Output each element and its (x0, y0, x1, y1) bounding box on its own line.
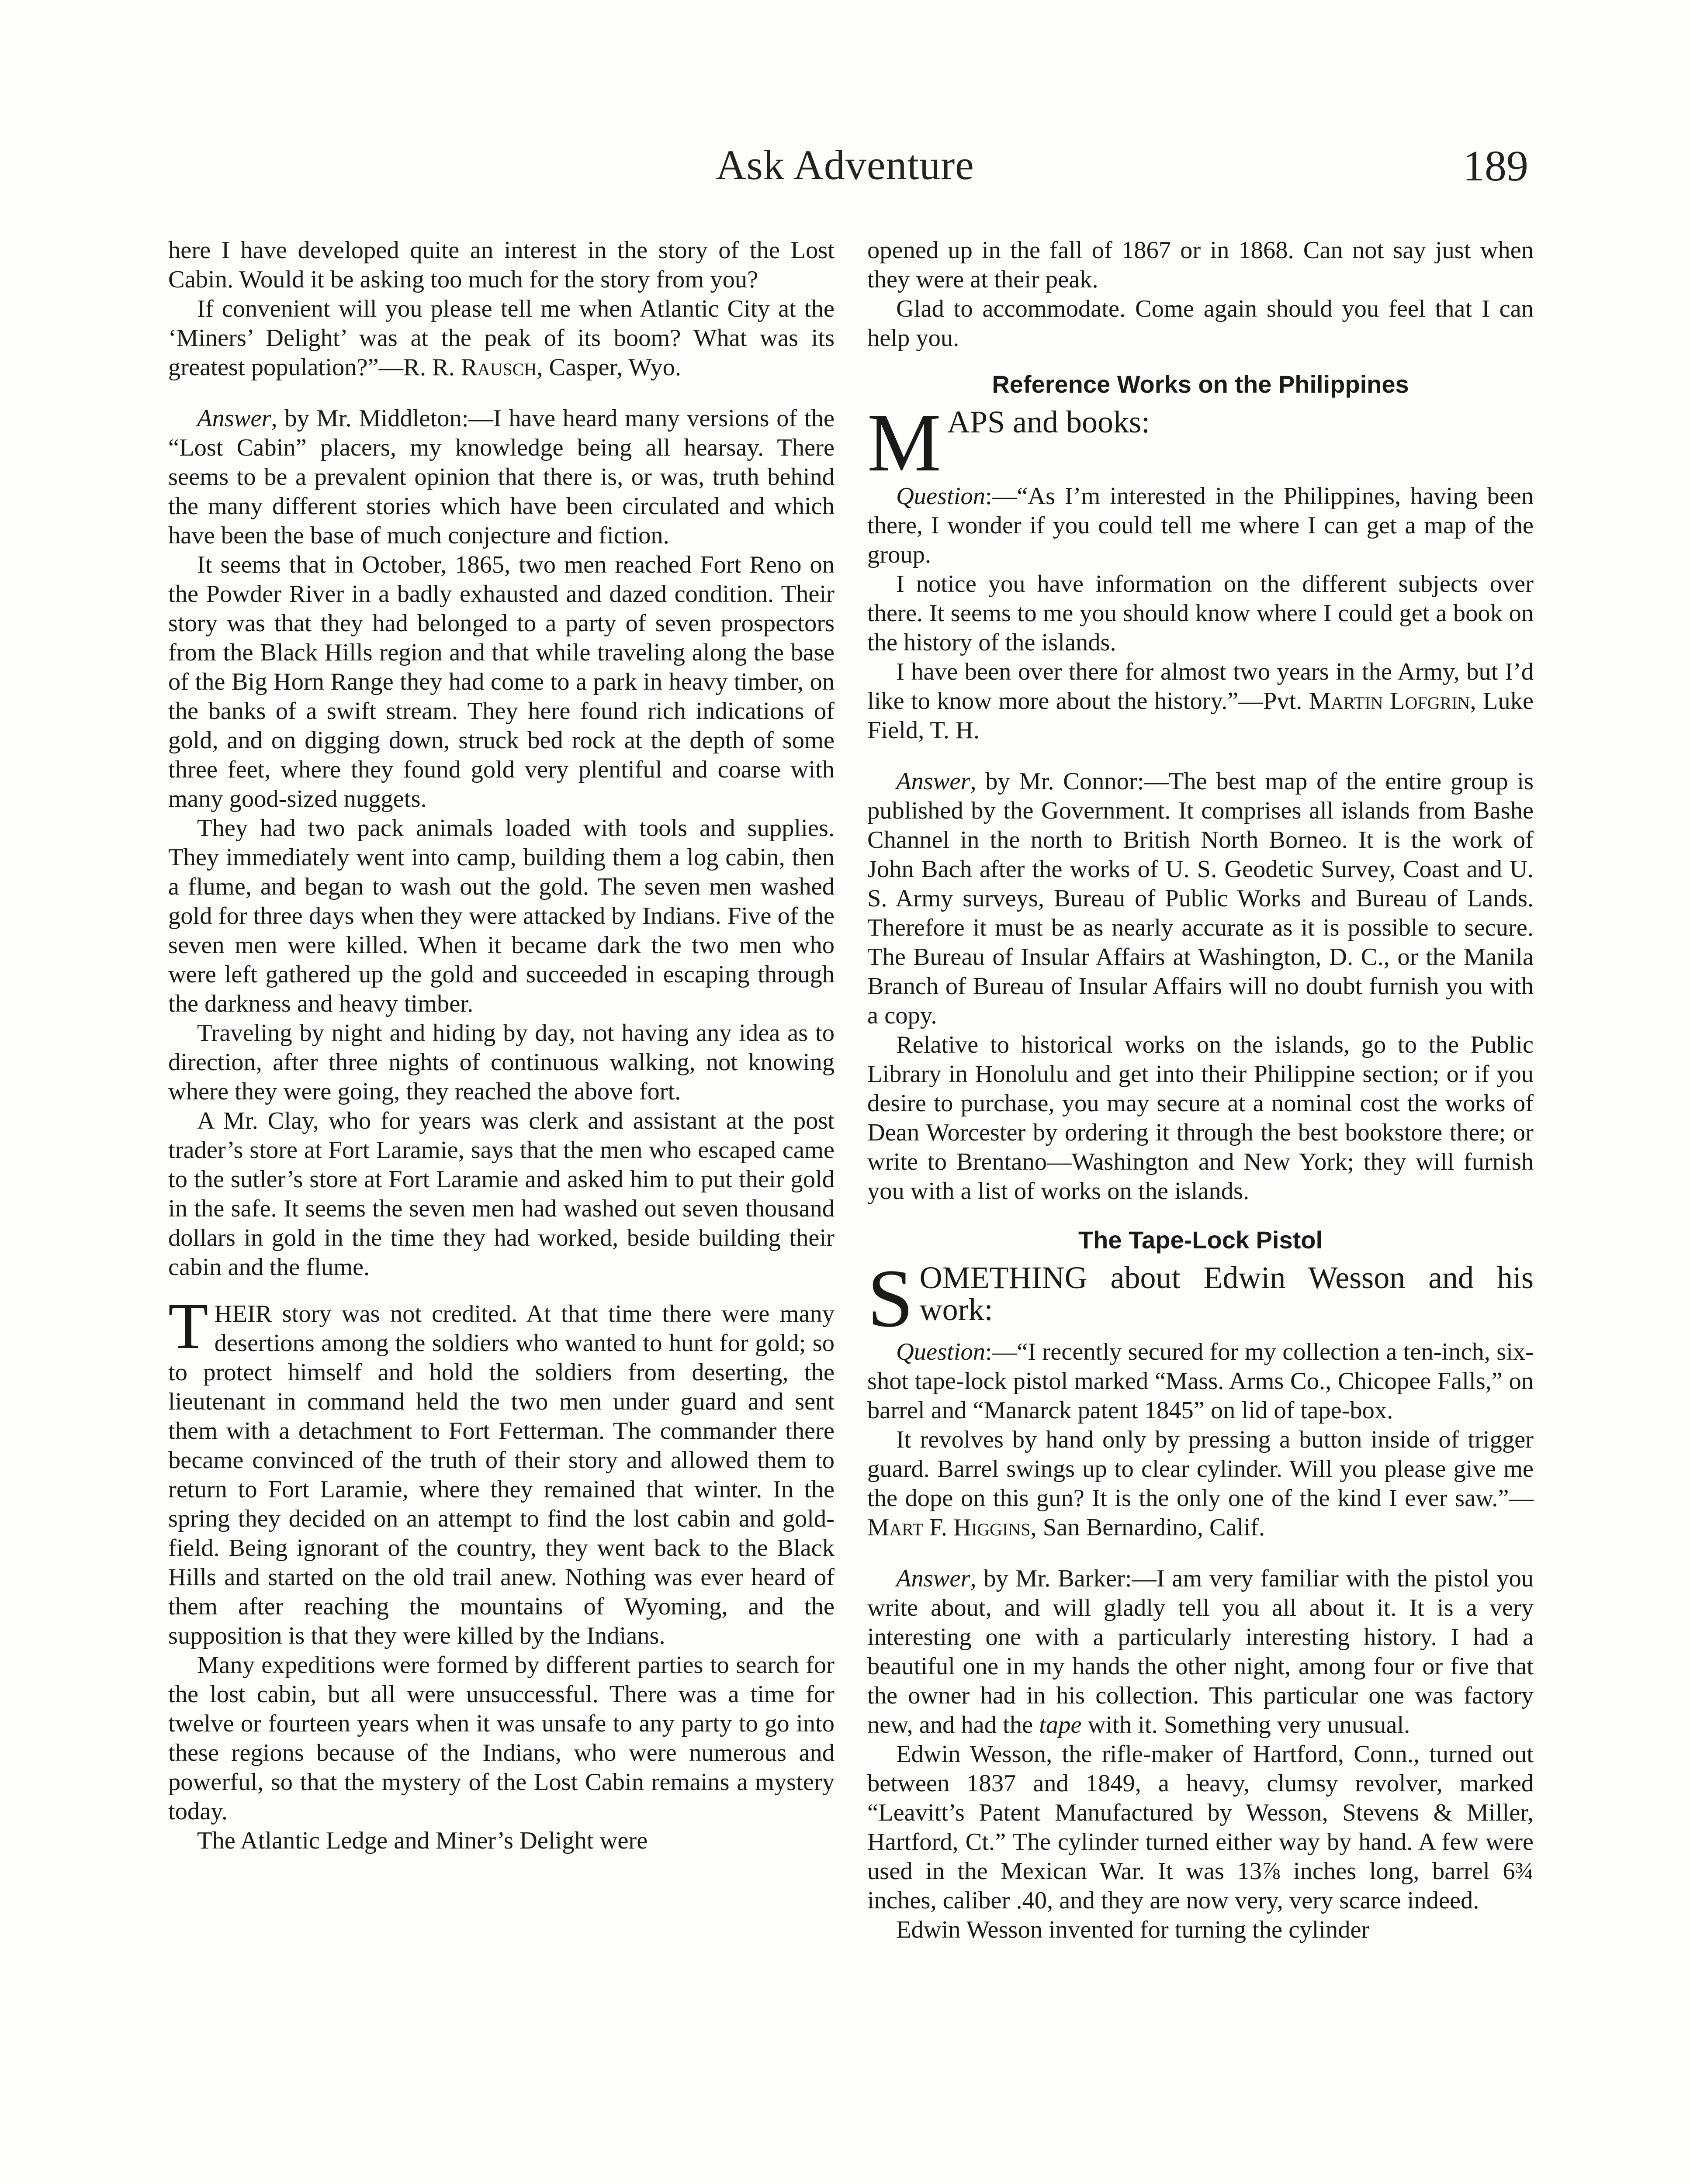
paragraph: They had two pack animals loaded with tools and supplies. They immediately went into camp, building them a log cabin, then a flume, and began to wash out the gold. The seven men washed gold for three days when they were attacked by Indians. Five of the seven men were killed. When it became dark the two men who were left gathered up the gold and succeeded in escaping through the darkness and heavy timber. (168, 815, 835, 1017)
question-paragraph (867, 1337, 1534, 1425)
answer-paragraph (867, 767, 1534, 1030)
answer-label: Answer (896, 1565, 970, 1592)
paragraph: Edwin Wesson invented for turning the cylinder (896, 1916, 1370, 1943)
correspondent-name: R. R. Rausch (403, 354, 537, 381)
running-title: Ask Adventure (716, 142, 974, 188)
section-heading: The Tape-Lock Pistol (1078, 1226, 1323, 1254)
lead-in: HEIR (214, 1300, 272, 1327)
question-label: Question (896, 483, 986, 510)
emphasis-word: tape (1039, 1711, 1082, 1738)
drop-cap: M (867, 397, 941, 489)
right-column (867, 236, 1534, 1945)
paragraph: opened up in the fall of 1867 or in 1868. Can not say just when they were at their peak. (867, 237, 1534, 293)
answer-text: , by Mr. Middleton:—I have heard many versions of the “Lost Cabin” placers, my knowledge being all hearsay. There seems to be a prevalent opinion that there is, or was, truth behind the many different stories which have been circulated and which have been the base of much conjecture and fiction. (168, 405, 835, 549)
left-column (168, 236, 835, 1856)
question-text: :—“I recently secured for my collection a ten-inch, six-shot tape-lock pistol marked “Mass. Arms Co., Chicopee Falls,” on barrel and “Manarck patent 1845” on lid of tape-box. (867, 1338, 1534, 1424)
paragraph (867, 657, 1534, 745)
paragraph: Edwin Wesson, the rifle-maker of Hartford, Conn., turned out between 1837 and 1849, a heavy, clumsy revolver, marked “Leavitt’s Patent Manufactured by Wesson, Stevens & Miller, Hartford, Ct.” The cylinder turned either way by hand. A few were used in the Mexican War. It was 13⅞ inches long, barrel 6¾ inches, caliber .40, and they are now very, very scarce indeed. (867, 1741, 1534, 1914)
paragraph-text: If convenient will you please tell me when Atlantic City at the ‘Miners’ Delight’ was at the peak of its boom? What was its greatest population?”— (168, 295, 835, 381)
paragraph: Many expeditions were formed by different parties to search for the lost cabin, but all were unsuccessful. There was a time for twelve or fourteen years when it was unsafe to any party to go into these regions because of the Indians, who were numerous and powerful, so that the mystery of the Lost Cabin remains a mystery today. (168, 1652, 835, 1825)
answer-paragraph (867, 1564, 1534, 1740)
paragraph: The Atlantic Ledge and Miner’s Delight were (197, 1827, 648, 1854)
paragraph-text: I have been over there for almost two years in the Army, but I’d like to know more about the history.”—Pvt. (867, 658, 1534, 715)
section-lead (867, 397, 1534, 489)
correspondent-location: , Luke Field, T. H. (867, 688, 1534, 744)
correspondent-name: Mart F. Higgins (867, 1514, 1031, 1541)
section-lead (867, 1253, 1534, 1344)
paragraph (168, 294, 835, 382)
paragraph: A Mr. Clay, who for years was clerk and assistant at the post trader’s store at Fort Laramie, says that the men who escaped came to the sutler’s store at Fort Laramie and asked him to put their gold in the safe. It seems the seven men had washed out seven thousand dollars in gold in the time they had worked, beside building their cabin and the flume. (168, 1107, 835, 1281)
lead-in: APS and books: (947, 404, 1150, 439)
paragraph: here I have developed quite an interest in the story of the Lost Cabin. Would it be asking too much for the story from you? (168, 237, 835, 293)
correspondent-location: , Casper, Wyo. (537, 354, 681, 381)
answer-text: , by Mr. Connor:—The best map of the entire group is published by the Government. It comprises all islands from Bashe Channel in the north to British North Borneo. It is the work of John Bach after the works of U. S. Geodetic Survey, Coast and U. S. Army surveys, Bureau of Public Works and Bureau of Lands. Therefore it must be as nearly accurate as it is possible to secure. The Bureau of Insular Affairs at Washington, D. C., or the Manila Branch of Bureau of Insular Affairs will no doubt furnish you with a copy. (867, 768, 1534, 1029)
paragraph: Relative to historical works on the islands, go to the Public Library in Honolulu and get into their Philippine section; or if you desire to purchase, you may secure at a nominal cost the works of Dean Worcester by ordering it through the best bookstore there; or write to Brentano—Washington and New York; they will furnish you with a list of works on the islands. (867, 1031, 1534, 1205)
paragraph: I notice you have information on the different subjects over there. It seems to me you should know where I could get a book on the history of the islands. (867, 570, 1534, 656)
answer-paragraph (168, 404, 835, 550)
question-label: Question (896, 1338, 986, 1365)
paragraph: It seems that in October, 1865, two men reached Fort Reno on the Powder River in a badly exhausted and dazed condition. Their story was that they had belonged to a party of seven prospectors from the Black Hills region and that while traveling along the base of the Big Horn Range they had come to a park in heavy timber, on the banks of a swift stream. They here found rich indications of gold, and on digging down, struck bed rock at the depth of some three feet, where they found gold very plentiful and coarse with many good-sized nuggets. (168, 551, 835, 812)
page-header (0, 131, 1690, 197)
paragraph: Traveling by night and hiding by day, not having any idea as to direction, after three nights of continuous walking, not knowing where they were going, they reached the above fort. (168, 1019, 835, 1105)
question-text: :—“As I’m interested in the Philippines, having been there, I wonder if you could tell me where I can get a map of the group. (867, 483, 1534, 568)
question-paragraph (867, 482, 1534, 570)
answer-label: Answer (197, 405, 271, 432)
section-heading: Reference Works on the Philippines (992, 370, 1409, 398)
paragraph-text: It revolves by hand only by pressing a button inside of trigger guard. Barrel swings up to clear cylinder. Will you please give me the dope on this gun? It is the only one of the kind I ever saw.”— (867, 1426, 1534, 1512)
answer-label: Answer (896, 768, 970, 795)
paragraph: Glad to accommodate. Come again should you feel that I can help you. (867, 295, 1534, 352)
answer-text: with it. Something very unusual. (1081, 1711, 1410, 1738)
drop-cap: S (867, 1253, 914, 1344)
drop-cap: T (168, 1290, 208, 1362)
lead-in: OMETHING about Edwin Wesson and his work: (919, 1260, 1534, 1327)
correspondent-location: , San Bernardino, Calif. (1030, 1514, 1265, 1541)
answer-text: , by Mr. Barker:—I am very familiar with the pistol you write about, and will gladly tell you all about it. It is a very interesting one with a particularly interesting history. I had a beautiful one in my hands the other night, among four or five that the owner had in his collection. This particular one was factory new, and had the (867, 1565, 1534, 1738)
dropcap-paragraph (168, 1290, 835, 1651)
page-number: 189 (1463, 142, 1528, 190)
correspondent-name: Martin Lofgrin (1309, 688, 1470, 715)
paragraph (867, 1425, 1534, 1542)
paragraph-text: story was not credited. At that time there were many desertions among the soldiers who wanted to hunt for gold; so to protect himself and hold the soldiers from deserting, the lieutenant in command held the two men under guard and sent them with a detachment to Fort Fetterman. The commander there became convinced of the truth of their story and allowed them to return to Fort Laramie, where they remained that winter. In the spring they decided on an attempt to find the lost cabin and gold-field. Being ignorant of the country, they went back to the Black Hills and started on the old trail anew. Nothing was ever heard of them after reaching the mountains of Wyoming, and the supposition is that they were killed by the Indians. (168, 1300, 835, 1649)
